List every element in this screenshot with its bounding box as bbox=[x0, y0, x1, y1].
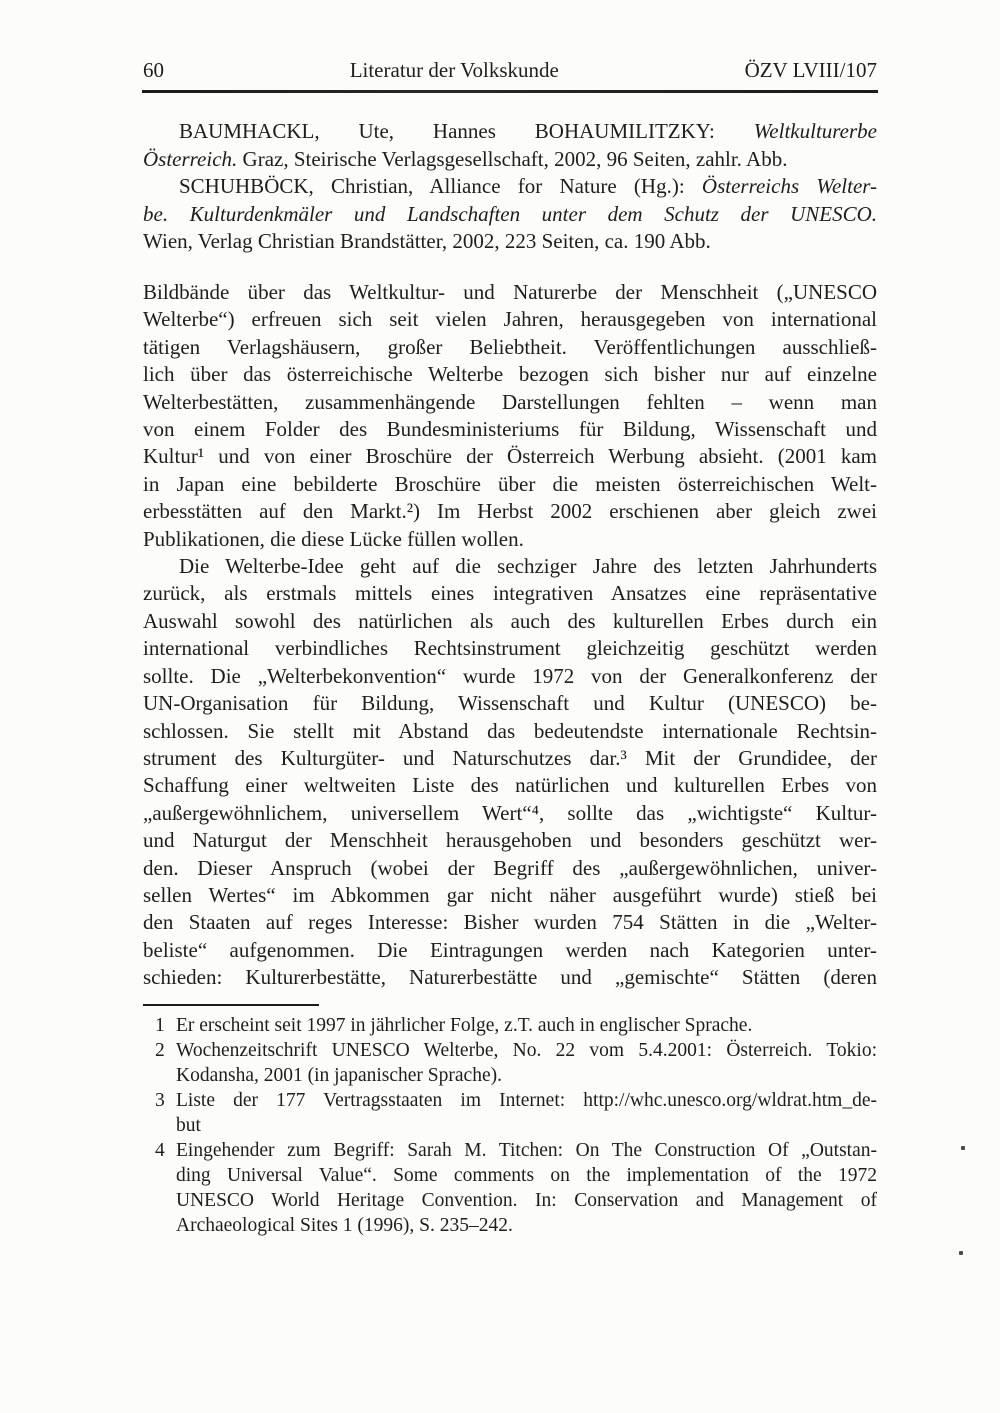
paragraph-welterbe-idee bbox=[143, 553, 877, 992]
footnote-line: ding Universal Value“. Some comments on the implementation of the 1972 bbox=[176, 1165, 877, 1186]
italic-title-text: be. Kulturdenkmäler und Landschaften unter dem Schutz der UNESCO. bbox=[143, 201, 877, 226]
page-number: 60 bbox=[143, 58, 164, 82]
review-body bbox=[143, 279, 877, 992]
text-line bbox=[143, 201, 877, 229]
paragraph-intro bbox=[143, 279, 877, 553]
bibliography-entry-schuhboeck bbox=[143, 173, 877, 256]
running-title: Literatur der Volkskunde bbox=[349, 58, 559, 82]
text-line: tätigen Verlagshäusern, großer Beliebtheit. Veröffentlichungen ausschließ- bbox=[143, 334, 877, 359]
journal-issue-ref: ÖZV LVIII/107 bbox=[744, 58, 877, 82]
scan-speck bbox=[961, 1146, 965, 1150]
footnote-line: Archaeological Sites 1 (1996), S. 235–242. bbox=[176, 1215, 513, 1236]
text-line: sellen Wertes“ im Abkommen gar nicht näher ausgeführt wurde) stieß bei bbox=[143, 882, 877, 907]
footnotes-section bbox=[143, 1013, 877, 1238]
text-line: sollte. Die „Welterbekonvention“ wurde 1972 von der Generalkonferenz der bbox=[143, 663, 877, 688]
text-line: Welterbestätten, zusammenhängende Darstellungen fehlten – wenn man bbox=[143, 389, 877, 414]
footnote-line: 2 Wochenzeitschrift UNESCO Welterbe, No. 22 vom 5.4.2001: Österreich. Tokio: bbox=[155, 1040, 877, 1061]
text-line: beliste“ aufgenommen. Die Eintragungen werden nach Kategorien unter- bbox=[143, 937, 877, 962]
text-line: international verbindliches Rechtsinstrument gleichzeitig geschützt werden bbox=[143, 636, 877, 661]
text-line bbox=[143, 173, 877, 201]
text-line bbox=[143, 228, 877, 256]
header-rule bbox=[142, 90, 878, 93]
text-line: erbesstätten auf den Markt.²) Im Herbst 2002 erschienen aber gleich zwei bbox=[143, 499, 877, 524]
footnote-line: 1 Er erscheint seit 1997 in jährlicher Folge, z.T. auch in englischer Sprache. bbox=[155, 1015, 753, 1036]
text-line: von einem Folder des Bundesministeriums für Bildung, Wissenschaft und bbox=[143, 417, 877, 442]
footnote-line: 4 Eingehender zum Begriff: Sarah M. Titchen: On The Construction Of „Outstan- bbox=[155, 1140, 877, 1161]
footnote-separator-rule bbox=[143, 1004, 319, 1006]
footnote-2 bbox=[143, 1038, 877, 1088]
text-line: den. Dieser Anspruch (wobei der Begriff des „außergewöhnlichen, univer- bbox=[143, 855, 877, 880]
footnote-number: 1 bbox=[155, 1015, 165, 1036]
text-line: Schaffung einer weltweiten Liste des natürlichen und kulturellen Erbes von bbox=[143, 773, 877, 798]
italic-title-text: Österreich. bbox=[143, 146, 238, 171]
text-line: schlossen. Sie stellt mit Abstand das bedeutendste internationale Rechtsin- bbox=[143, 718, 877, 743]
text-line: in Japan eine bebilderte Broschüre über die meisten österreichischen Welt- bbox=[143, 471, 877, 496]
plain-text: Graz, Steirische Verlagsgesellschaft, 2002, 96 Seiten, zahlr. Abb. bbox=[237, 146, 788, 171]
italic-title-text: Weltkulturerbe bbox=[753, 119, 877, 143]
footnote-line: but bbox=[176, 1115, 201, 1136]
running-head bbox=[143, 56, 877, 84]
text-line: schieden: Kulturerbestätte, Naturerbestätte und „gemischte“ Stätten (deren bbox=[143, 965, 877, 990]
text-line: strument des Kulturgüter- und Naturschutzes dar.³ Mit der Grundidee, der bbox=[143, 745, 877, 770]
footnote-number: 4 bbox=[155, 1140, 165, 1161]
footnote-line: Kodansha, 2001 (in japanischer Sprache). bbox=[176, 1065, 502, 1086]
bibliography-section bbox=[143, 118, 877, 256]
footnote-1 bbox=[143, 1013, 877, 1038]
footnote-number: 3 bbox=[155, 1090, 165, 1111]
text-line: „außergewöhnlichem, universellem Wert“⁴, sollte das „wichtigste“ Kultur- bbox=[143, 800, 877, 825]
footnote-line: 3 Liste der 177 Vertragsstaaten im Internet: http://whc.unesco.org/wldrat.htm_de- bbox=[155, 1090, 877, 1111]
text-line bbox=[143, 118, 877, 146]
text-line: Auswahl sowohl des natürlichen als auch des kulturellen Erbes durch ein bbox=[143, 608, 877, 633]
text-line bbox=[143, 146, 877, 174]
text-line: lich über das österreichische Welterbe bezogen sich bisher nur auf einzelne bbox=[143, 362, 877, 387]
text-line: zurück, als erstmals mittels eines integrativen Ansatzes eine repräsentative bbox=[143, 581, 877, 606]
text-line: Kultur¹ und von einer Broschüre der Österreich Werbung absieht. (2001 kam bbox=[143, 444, 877, 469]
text-line: den Staaten auf reges Interesse: Bisher wurden 754 Stätten in die „Welter- bbox=[143, 910, 877, 935]
plain-text: Wien, Verlag Christian Brandstätter, 2002, 223 Seiten, ca. 190 Abb. bbox=[143, 229, 711, 253]
plain-text: SCHUHBÖCK, Christian, Alliance for Nature (Hg.): bbox=[179, 174, 702, 198]
scan-speck bbox=[959, 1251, 963, 1255]
footnote-number: 2 bbox=[155, 1040, 165, 1061]
text-line: Die Welterbe-Idee geht auf die sechziger Jahre des letzten Jahrhunderts bbox=[179, 554, 877, 579]
footnote-line: UNESCO World Heritage Convention. In: Conservation and Management of bbox=[176, 1190, 877, 1211]
text-line: Welterbe“) erfreuen sich seit vielen Jahren, herausgegeben von international bbox=[143, 307, 877, 332]
italic-title-text: Österreichs Welter- bbox=[701, 174, 878, 198]
text-line: Publikationen, die diese Lücke füllen wollen. bbox=[143, 526, 524, 551]
footnote-3 bbox=[143, 1088, 877, 1138]
text-line: UN-Organisation für Bildung, Wissenschaft und Kultur (UNESCO) be- bbox=[143, 691, 877, 716]
text-line: Bildbände über das Weltkultur- und Naturerbe der Menschheit („UNESCO bbox=[143, 280, 877, 304]
footnote-4 bbox=[143, 1138, 877, 1238]
plain-text: BAUMHACKL, Ute, Hannes BOHAUMILITZKY: bbox=[179, 119, 754, 143]
text-line: und Naturgut der Menschheit herausgehoben und besonders geschützt wer- bbox=[143, 828, 877, 853]
bibliography-entry-baumhackl bbox=[143, 118, 877, 173]
